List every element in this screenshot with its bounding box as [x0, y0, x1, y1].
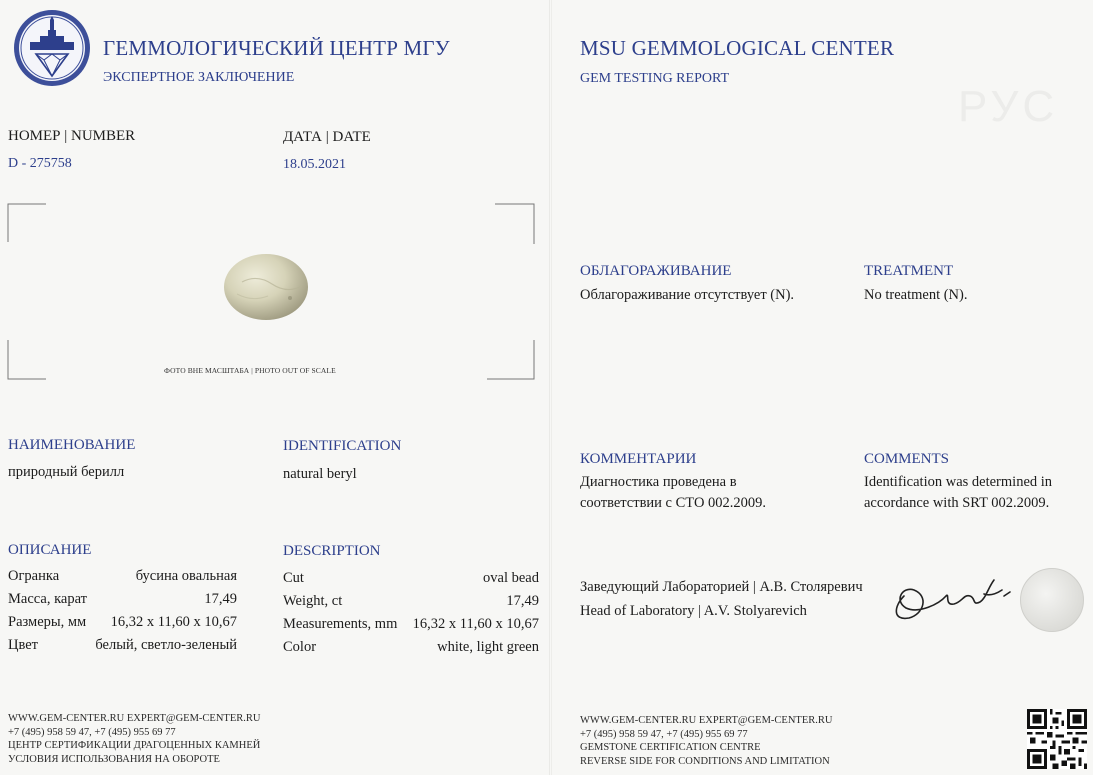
- page-fold: [549, 0, 552, 775]
- msu-logo-icon: [12, 8, 92, 88]
- desc-en-row: [283, 570, 539, 593]
- treatment-en-heading: TREATMENT: [864, 263, 954, 279]
- treatment-ru-value: Облагораживание отсутствует (N).: [580, 287, 795, 303]
- desc-en-row-value: white, light green: [437, 639, 539, 655]
- desc-ru-row: [8, 591, 237, 614]
- footer-conditions: УСЛОВИЯ ИСПОЛЬЗОВАНИЯ НА ОБОРОТЕ: [8, 753, 220, 765]
- desc-ru-table: [8, 568, 237, 660]
- comments-ru-line: Диагностика проведена в: [580, 474, 737, 490]
- desc-en-row-value: 16,32 x 11,60 x 10,67: [412, 616, 539, 632]
- footer-conditions: REVERSE SIDE FOR CONDITIONS AND LIMITATION: [580, 755, 830, 767]
- date-value: 18.05.2021: [283, 157, 346, 172]
- desc-en-row-label: Cut: [283, 570, 304, 586]
- footer-contacts-web: WWW.GEM-CENTER.RU EXPERT@GEM-CENTER.RU: [8, 713, 261, 724]
- desc-en-row-value: oval bead: [483, 570, 539, 586]
- comments-en-line: accordance with SRT 002.2009.: [864, 495, 1050, 511]
- desc-en-heading: DESCRIPTION: [283, 543, 381, 559]
- footer-org-name: GEMSTONE CERTIFICATION CENTRE: [580, 742, 761, 753]
- seal-stamp-icon: [1020, 568, 1084, 632]
- desc-ru-row-label: Цвет: [8, 637, 39, 653]
- org-title-ru: ГЕММОЛОГИЧЕСКИЙ ЦЕНТР МГУ: [103, 36, 450, 60]
- desc-en-row-label: Measurements, mm: [283, 616, 398, 632]
- desc-ru-row-label: Масса, карат: [8, 591, 87, 607]
- footer-left: [8, 712, 260, 766]
- photo-frame-corner-tl: [7, 203, 47, 243]
- gemstone-photo: [222, 252, 310, 327]
- naming-ru-value: природный берилл: [8, 464, 125, 480]
- comments-ru-line: соответствии с СТО 002.2009.: [580, 495, 767, 511]
- desc-en-row: [283, 616, 539, 639]
- desc-ru-row-value: 16,32 x 11,60 x 10,67: [110, 614, 237, 630]
- desc-ru-row-value: бусина овальная: [135, 568, 237, 584]
- watermark: РУС: [958, 82, 1059, 131]
- head-of-lab-en: Head of Laboratory | A.V. Stolyarevich: [580, 603, 807, 619]
- desc-ru-row: [8, 637, 237, 660]
- desc-ru-row-value: 17,49: [204, 591, 237, 607]
- comments-ru-heading: КОММЕНТАРИИ: [580, 451, 697, 467]
- signature-icon: [884, 566, 1019, 631]
- number-value: D - 275758: [8, 156, 72, 171]
- org-title-en: MSU GEMMOLOGICAL CENTER: [580, 36, 895, 60]
- naming-en-value: natural beryl: [283, 466, 357, 482]
- head-of-lab-ru: Заведующий Лабораторией | А.В. Столяревич: [580, 579, 863, 595]
- desc-en-row-label: Weight, ct: [283, 593, 343, 609]
- qr-code-icon: [1027, 709, 1087, 774]
- photo-caption: ФОТО ВНЕ МАСШТАБА | PHOTO OUT OF SCALE: [164, 366, 336, 375]
- photo-frame-corner-tr: [494, 203, 536, 245]
- treatment-ru-heading: ОБЛАГОРАЖИВАНИЕ: [580, 263, 732, 279]
- comments-en-heading: COMMENTS: [864, 451, 950, 467]
- comments-en-line: Identification was determined in: [864, 474, 1053, 490]
- footer-right: [580, 714, 832, 768]
- report-title-ru: ЭКСПЕРТНОЕ ЗАКЛЮЧЕНИЕ: [103, 70, 295, 85]
- footer-contacts-phone: +7 (495) 958 59 47, +7 (495) 955 69 77: [580, 728, 748, 740]
- desc-en-row-value: 17,49: [506, 593, 539, 609]
- desc-ru-row: [8, 568, 237, 591]
- report-title-en: GEM TESTING REPORT: [580, 71, 730, 86]
- desc-en-table: [283, 570, 539, 662]
- treatment-en-value: No treatment (N).: [864, 287, 968, 303]
- photo-frame-corner-bl: [7, 340, 47, 381]
- footer-contacts-web: WWW.GEM-CENTER.RU EXPERT@GEM-CENTER.RU: [580, 715, 833, 726]
- photo-frame-corner-br: [486, 340, 536, 381]
- desc-ru-row-label: Размеры, мм: [8, 614, 87, 630]
- footer-org-name: ЦЕНТР СЕРТИФИКАЦИИ ДРАГОЦЕННЫХ КАМНЕЙ: [8, 740, 261, 751]
- comments-ru-text: [580, 472, 766, 514]
- comments-en-text: [864, 472, 1052, 514]
- footer-contacts-phone: +7 (495) 958 59 47, +7 (495) 955 69 77: [8, 726, 176, 738]
- desc-ru-heading: ОПИСАНИЕ: [8, 542, 92, 558]
- desc-ru-row-value: белый, светло-зеленый: [95, 637, 237, 653]
- naming-ru-heading: НАИМЕНОВАНИЕ: [8, 437, 136, 453]
- desc-en-row: [283, 639, 539, 662]
- desc-ru-row-label: Огранка: [8, 568, 60, 584]
- date-label: ДАТА | DATE: [283, 129, 371, 145]
- desc-en-row-label: Color: [283, 639, 317, 655]
- naming-en-heading: IDENTIFICATION: [283, 438, 402, 454]
- desc-ru-row: [8, 614, 237, 637]
- number-label: НОМЕР | NUMBER: [8, 128, 136, 144]
- desc-en-row: [283, 593, 539, 616]
